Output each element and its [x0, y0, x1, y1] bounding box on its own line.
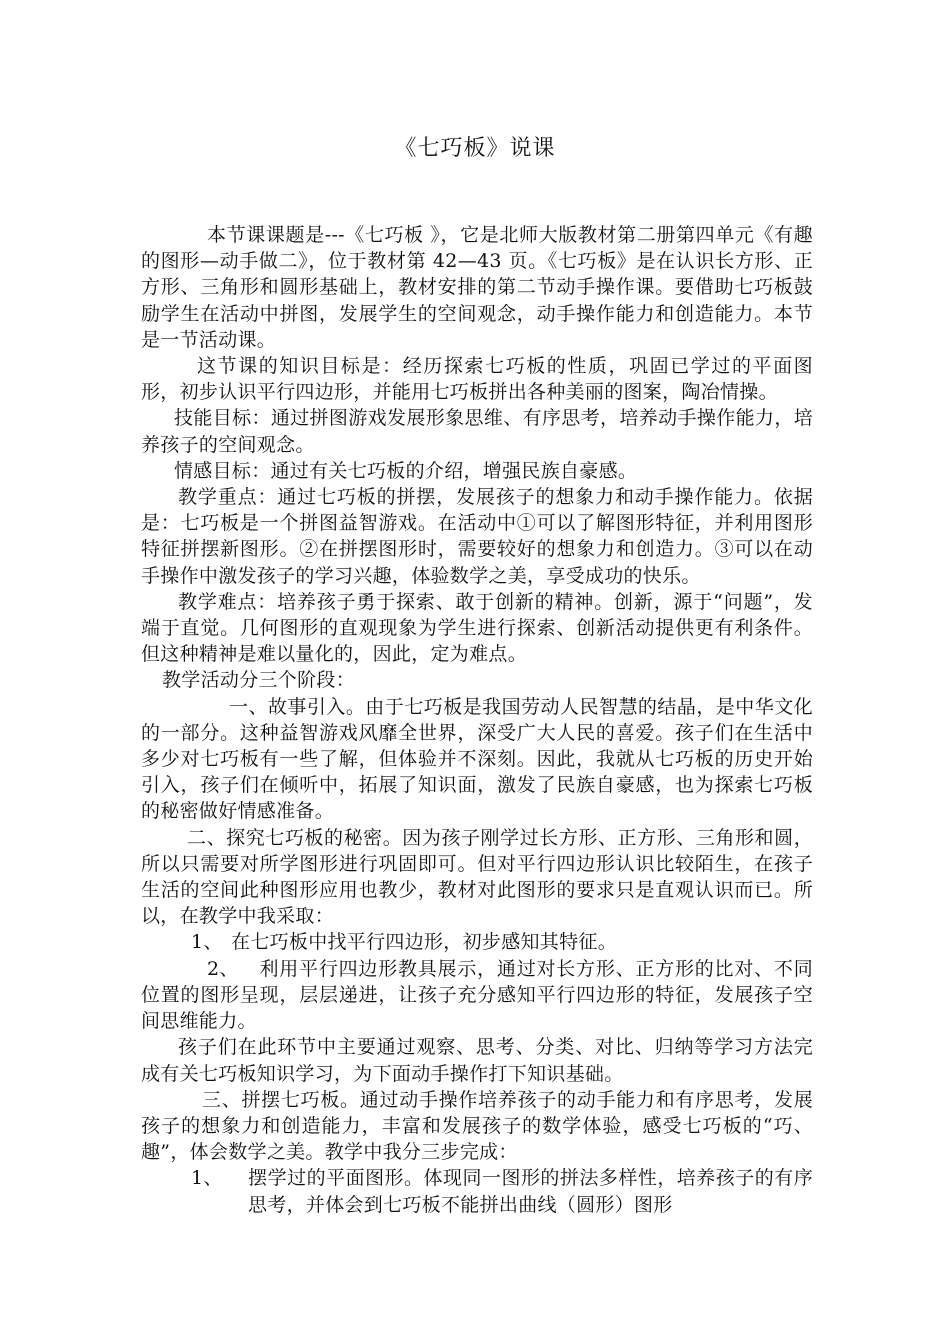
list-item-text: 摆学过的平面图形。体现同一图形的拼法多样性，培养孩子的有序思考，并体会到七巧板不能拼出曲线（圆形）图形 — [248, 1167, 813, 1216]
list-item — [141, 1165, 813, 1217]
paragraph-stages: 教学活动分三个阶段： — [162, 669, 356, 692]
document-body — [141, 222, 813, 1218]
paragraph-intro: 本节课课题是---《七巧板 》，它是北师大版教材第二册第四单元《有趣的图形—动手做二》，位于教材第 42—43 页。《七巧板》是在认识长方形、正方形、三角形和圆形基础上，教材安排的第二节动手操作课。要借助七巧板鼓励学生在活动中拼图，发展学生的空间观念，动手操作能力和创造能力。本节是一节活动课。 — [141, 224, 813, 351]
paragraph-stage-two: 二、探究七巧板的秘密。因为孩子刚学过长方形、正方形、三角形和圆，所以只需要对所学图形进行巩固即可。但对平行四边形认识比较陌生，在孩子生活的空间此种图形应用也教少，教材对此图形的要求只是直观认识而已。所以，在教学中我采取： — [141, 826, 813, 928]
list-item-number: 1、 — [191, 1167, 223, 1190]
list-item-text: 在七巧板中找平行四边形，初步感知其特征。 — [231, 931, 618, 954]
list-item-text: 利用平行四边形教具展示，通过对长方形、正方形的比对、不同位置的图形呈现，层层递进，让孩子充分感知平行四边形的特征，发展孩子空间思维能力。 — [141, 957, 813, 1033]
list-item-number: 1、 — [191, 931, 223, 954]
paragraph-emotion-goal: 情感目标：通过有关七巧板的介绍，增强民族自豪感。 — [174, 459, 638, 482]
paragraph-stage-three: 三、拼摆七巧板。通过动手操作培养孩子的动手能力和有序思考，发展孩子的想象力和创造能力，丰富和发展孩子的数学体验，感受七巧板的“巧、趣”，体会数学之美。教学中我分三步完成： — [141, 1088, 813, 1164]
paragraph-stage-one: 一、故事引入。由于七巧板是我国劳动人民智慧的结晶，是中华文化的一部分。这种益智游戏风靡全世界，深受广大人民的喜爱。孩子们在生活中多少对七巧板有一些了解，但体验并不深刻。因此，我就从七巧板的历史开始引入，孩子们在倾听中，拓展了知识面，激发了民族自豪感，也为探索七巧板的秘密做好情感准备。 — [141, 695, 813, 823]
list-item — [141, 929, 813, 955]
document-title: 《七巧板》说课 — [394, 136, 556, 161]
paragraph-key-point: 教学重点：通过七巧板的拼摆，发展孩子的想象力和动手操作能力。依据是：七巧板是一个拼图益智游戏。在活动中①可以了解图形特征，并利用图形特征拼摆新图形。②在拼摆图形时，需要较好的想象力和创造力。③可以在动手操作中激发孩子的学习兴趣，体验数学之美，享受成功的快乐。 — [141, 486, 813, 587]
paragraph-difficulty: 教学难点：培养孩子勇于探索、敢于创新的精神。创新，源于“问题”，发端于直觉。几何图形的直观现象为学生进行探索、创新活动提供更有利条件。但这种精神是难以量化的，因此，定为难点。 — [141, 590, 813, 666]
list-item-number: 2、 — [207, 957, 239, 980]
list-item — [141, 956, 813, 1035]
paragraph-knowledge-goal: 这节课的知识目标是：经历探索七巧板的性质，巩固已学过的平面图形，初步认识平行四边形，并能用七巧板拼出各种美丽的图案，陶冶情操。 — [141, 355, 813, 404]
paragraph-skill-goal: 技能目标：通过拼图游戏发展形象思维、有序思考，培养动手操作能力，培养孩子的空间观念。 — [141, 407, 813, 456]
paragraph-stage-two-summary: 孩子们在此环节中主要通过观察、思考、分类、对比、归纳等学习方法完成有关七巧板知识学习，为下面动手操作打下知识基础。 — [141, 1036, 813, 1085]
